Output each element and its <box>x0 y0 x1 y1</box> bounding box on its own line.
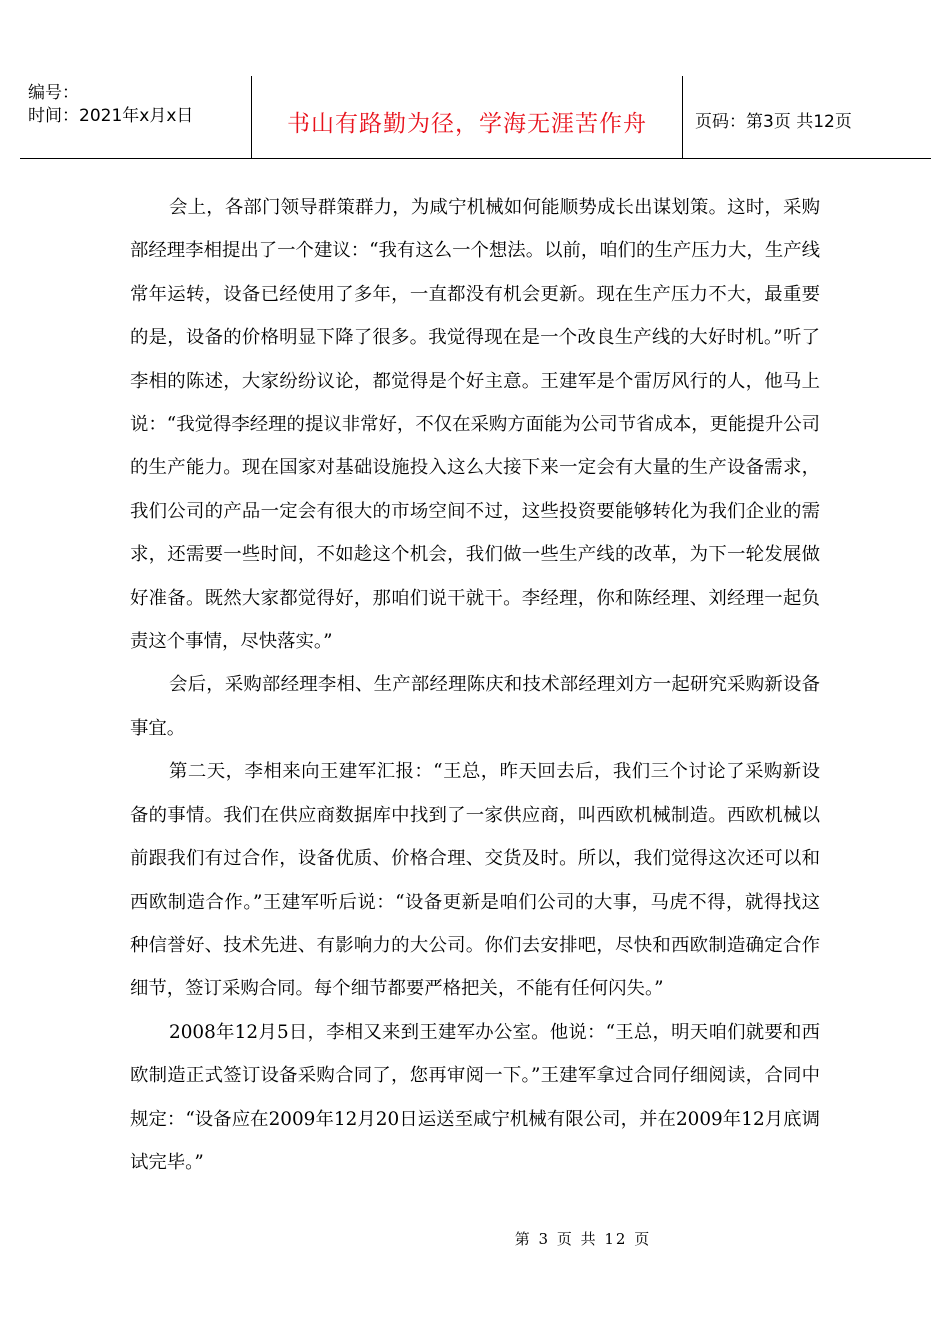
paragraph: 会后，采购部经理李相、生产部经理陈庆和技术部经理刘方一起研究采购新设备事宜。 <box>130 674 820 739</box>
page-footer: 第 3 页 共 12 页 <box>514 1230 652 1248</box>
header-page-info: 页码：第3页 共12页 <box>695 111 852 132</box>
serial-number-label: 编号： <box>28 83 79 103</box>
header-left-cell <box>20 76 252 159</box>
header-middle-cell <box>252 76 683 159</box>
document-body <box>130 186 820 1184</box>
paragraph: 2008年12月5日，李相又来到王建军办公室。他说：“王总，明天咱们就要和西欧制造正式签订设备采购合同了，您再审阅一下。”王建军拿过合同仔细阅读，合同中规定：“设备应在2009年12月20日运送至咸宁机械有限公司，并在2009年12月底调试完毕。” <box>130 1021 820 1173</box>
paragraph: 会上，各部门领导群策群力，为咸宁机械如何能顺势成长出谋划策。这时，采购部经理李相提出了一个建议：“我有这么一个想法。以前，咱们的生产压力大，生产线常年运转，设备已经使用了多年，一直都没有机会更新。现在生产压力不大，最重要的是，设备的价格明显下降了很多。我觉得现在是一个改良生产线的大好时机。”听了李相的陈述，大家纷纷议论，都觉得是个好主意。王建军是个雷厉风行的人，他马上说：“我觉得李经理的提议非常好，不仅在采购方面能为公司节省成本，更能提升公司的生产能力。现在国家对基础设施投入这么大接下来一定会有大量的生产设备需求，我们公司的产品一定会有很大的市场空间不过，这些投资要能够转化为我们企业的需求，还需要一些时间，不如趁这个机会，我们做一些生产线的改革，为下一轮发展做好准备。既然大家都觉得好，那咱们说干就干。李经理，你和陈经理、刘经理一起负责这个事情，尽快落实。” <box>130 197 820 653</box>
document-header <box>20 76 931 159</box>
paragraph: 第二天，李相来向王建军汇报：“王总，昨天回去后，我们三个讨论了采购新设备的事情。我们在供应商数据库中找到了一家供应商，叫西欧机械制造。西欧机械以前跟我们有过合作，设备优质、价格合理、交货及时。所以，我们觉得这次还可以和西欧制造合作。”王建军听后说：“设备更新是咱们公司的大事，马虎不得，就得找这种信誉好、技术先进、有影响力的大公司。你们去安排吧，尽快和西欧制造确定合作细节，签订采购合同。每个细节都要严格把关，不能有任何闪失。” <box>130 761 820 1000</box>
header-right-cell <box>683 76 932 159</box>
time-label: 时间：2021年x月x日 <box>28 106 194 126</box>
header-motto: 书山有路勤为径，学海无涯苦作舟 <box>287 110 647 137</box>
